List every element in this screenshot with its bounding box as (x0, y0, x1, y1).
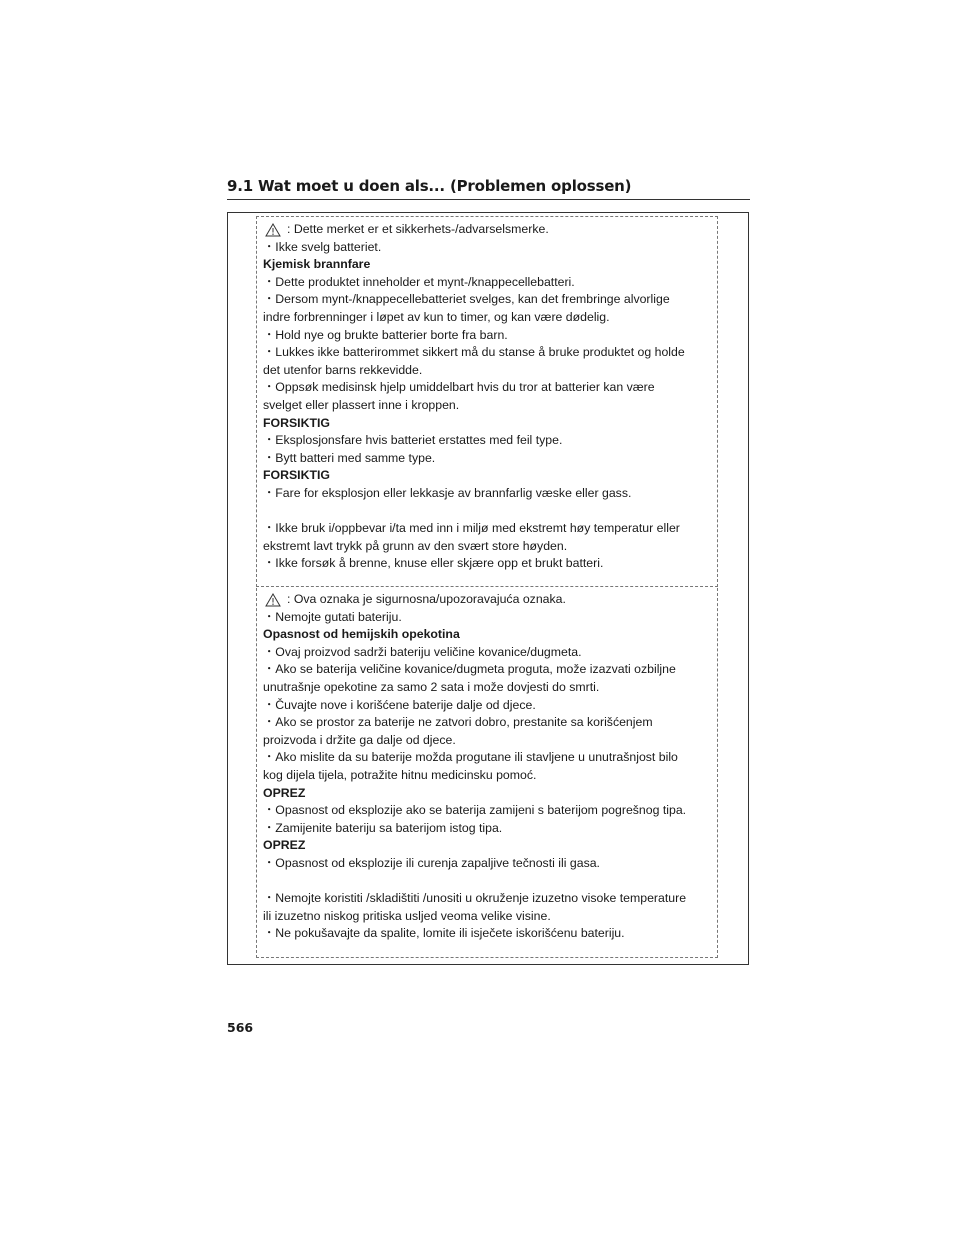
text-line: svelget eller plassert inne i kroppen. (263, 397, 460, 412)
warning-symbol-caption: : Ova oznaka je sigurnosna/upozoravajuća oznaka. (287, 592, 566, 606)
text-line: ili izuzetno niskog pritiska usljed veoma velike visine. (263, 908, 551, 923)
text-line: unutrašnje opekotine za samo 2 sata i može dovjesti do smrti. (263, 679, 600, 694)
text-line: ・Dette produktet inneholder et mynt-/knappecellebatteri. (263, 274, 575, 289)
norwegian-lines (263, 239, 713, 573)
section-heading: OPREZ (263, 785, 306, 800)
text-line: ・Eksplosjonsfare hvis batteriet erstattes med feil type. (263, 433, 563, 448)
text-line: ・Opasnost od eksplozije ili curenja zapaljive tečnosti ili gasa. (263, 855, 600, 870)
text-line: ・Ako se prostor za baterije ne zatvori dobro, prestanite sa korišćenjem (263, 715, 653, 730)
section-heading: Kjemisk brannfare (263, 257, 371, 272)
croatian-lines (263, 609, 713, 943)
section-heading: Opasnost od hemijskih opekotina (263, 627, 460, 642)
header-divider (227, 199, 750, 200)
text-line: det utenfor barns rekkevidde. (263, 362, 423, 377)
text-line: ・Oppsøk medisinsk hjelp umiddelbart hvis du tror at batterier kan være (263, 380, 655, 395)
text-line: ・Fare for eksplosjon eller lekkasje av brannfarlig væske eller gass. (263, 485, 632, 500)
text-line: indre forbrenninger i løpet av kun to timer, og kan være dødelig. (263, 309, 610, 324)
text-line: ・Ikke bruk i/oppbevar i/ta med inn i miljø med ekstremt høy temperatur eller (263, 521, 680, 536)
text-line: ・Opasnost od eksplozije ako se baterija zamijeni s baterijom pogrešnog tipa. (263, 803, 687, 818)
section-heading: FORSIKTIG (263, 468, 330, 483)
norwegian-warning-text (263, 221, 713, 573)
text-line: ・Čuvajte nove i korišćene baterije dalje od djece. (263, 697, 536, 712)
text-line: ・Ako mislite da su baterije možda progutane ili stavljene u unutrašnjost bilo (263, 750, 678, 765)
text-line: ・Ne pokušavajte da spalite, lomite ili isječete iskorišćenu bateriju. (263, 926, 625, 941)
blank-line (263, 503, 713, 521)
text-line: proizvoda i držite ga dalje od djece. (263, 732, 456, 747)
text-line: ・Ikke svelg batteriet. (263, 239, 382, 254)
text-line: ・Zamijenite bateriju sa baterijom istog tipa. (263, 820, 503, 835)
blank-line (263, 873, 713, 891)
section-heading: FORSIKTIG (263, 415, 330, 430)
page-number: 566 (227, 1020, 254, 1035)
warning-symbol-line (263, 591, 713, 609)
text-line: ・Dersom mynt-/knappecellebatteriet svelges, kan det frembringe alvorlige (263, 292, 670, 307)
croatian-warning-text (263, 591, 713, 943)
text-line: ・Bytt batteri med samme type. (263, 450, 436, 465)
text-line: ekstremt lavt trykk på grunn av den svært store høyden. (263, 538, 568, 553)
text-line: kog dijela tijela, potražite hitnu medicinsku pomoć. (263, 767, 537, 782)
warning-triangle-icon (265, 223, 281, 237)
warning-symbol-line (263, 221, 713, 239)
text-line: ・Ovaj proizvod sadrži bateriju veličine kovanice/dugmeta. (263, 644, 582, 659)
text-line: ・Nemojte koristiti /skladištiti /unositi u okruženje izuzetno visoke temperature (263, 891, 687, 906)
text-line: ・Nemojte gutati bateriju. (263, 609, 402, 624)
page-header-title: 9.1 Wat moet u doen als... (Problemen oplossen) (227, 177, 632, 195)
warning-triangle-icon (265, 593, 281, 607)
text-line: ・Ikke forsøk å brenne, knuse eller skjære opp et brukt batteri. (263, 556, 604, 571)
text-line: ・Ako se baterija veličine kovanice/dugmeta proguta, može izazvati ozbiljne (263, 662, 676, 677)
section-heading: OPREZ (263, 838, 306, 853)
text-line: ・Lukkes ikke batterirommet sikkert må du stanse å bruke produktet og holde (263, 345, 685, 360)
warning-symbol-caption: : Dette merket er et sikkerhets-/advarselsmerke. (287, 222, 549, 236)
text-line: ・Hold nye og brukte batterier borte fra barn. (263, 327, 508, 342)
